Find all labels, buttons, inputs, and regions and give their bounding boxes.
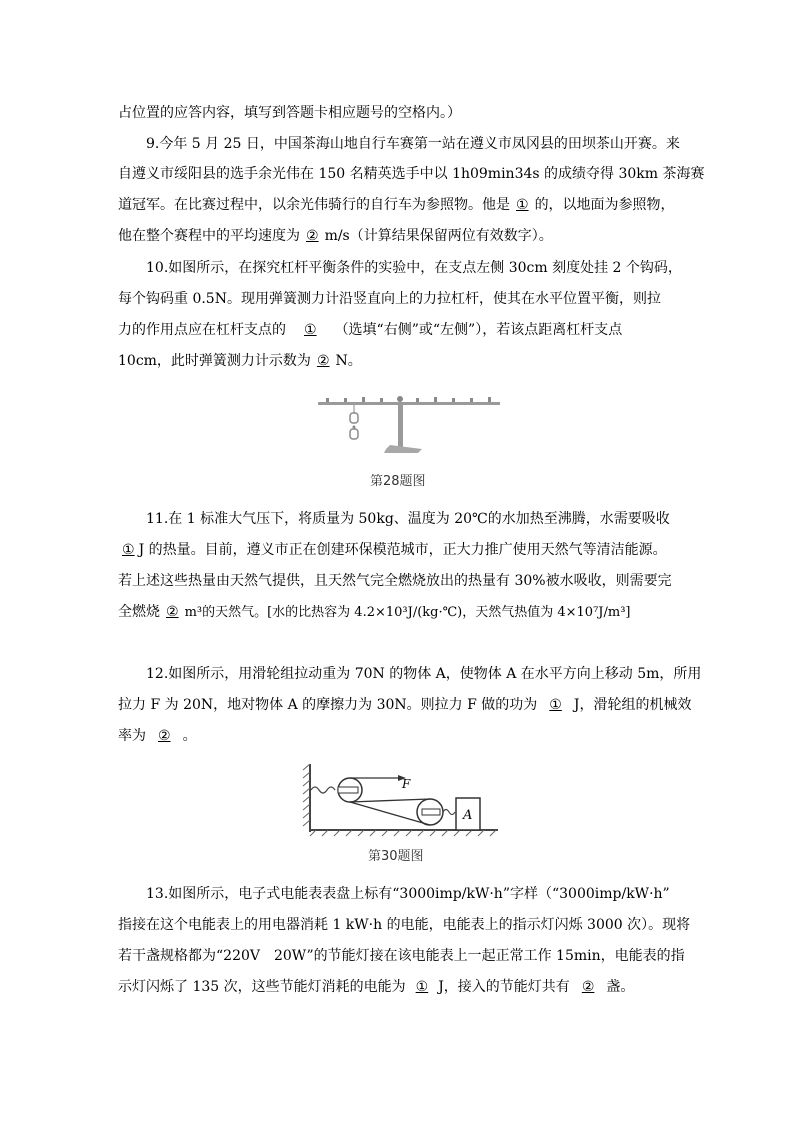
pulley-figure <box>302 760 500 838</box>
movable-pulley-axle <box>422 809 440 815</box>
hook-weights <box>350 413 358 439</box>
force-label: F <box>402 777 411 791</box>
figure-28-caption: 第28题图 <box>370 474 426 489</box>
q13-line-1: 13.如图所示，电子式电能表表盘上标有“3000imp/kW·h”字样（“3000imp/kW·h” <box>146 886 670 902</box>
q10-line-3 <box>118 320 622 340</box>
q13-line-2: 指接在这个电能表上的用电器消耗 1 kW·h 的电能，电能表上的指示灯闪烁 3000 次）。现将 <box>118 917 691 933</box>
lever-bar <box>318 402 500 405</box>
rope-middle <box>350 799 430 802</box>
q9-text-3b: 的，以地面为参照物， <box>534 197 675 213</box>
block-spring <box>443 810 455 815</box>
q12-blank-2[interactable]: ② <box>158 728 171 744</box>
q13-text-4b: J，接入的节能灯共有 <box>438 979 570 995</box>
q12-line-3 <box>118 726 197 746</box>
q10-blank-2[interactable]: ② <box>316 353 330 369</box>
q11-line-2 <box>118 540 667 560</box>
q11-line-4 <box>118 602 631 623</box>
q10-line-2: 每个钩码重 0.5N。现用弹簧测力计沿竖直向上的力拉杠杆，使其在水平位置平衡，则拉 <box>118 291 661 307</box>
q10-blank-1[interactable]: ① <box>304 322 317 338</box>
q11-blank-2[interactable]: ② <box>166 604 179 620</box>
lever-figure <box>312 385 508 463</box>
q9-blank-2[interactable]: ② <box>306 228 319 244</box>
q12-line-2 <box>118 695 691 715</box>
fulcrum-knob <box>397 396 403 402</box>
q13-line-4 <box>118 977 634 997</box>
q9-line-3 <box>118 195 675 215</box>
q12-text-3a: 率为 <box>118 728 146 744</box>
q13-blank-2[interactable]: ② <box>581 979 595 995</box>
fixed-pulley-axle <box>338 787 358 793</box>
q11-text-4a: 全燃烧 <box>118 604 160 620</box>
q10-text-4b: N。 <box>335 353 362 369</box>
q13-line-3: 若干盏规格都为“220V 20W”的节能灯接在该电能表上一起正常工作 15min，电能表的指 <box>118 948 685 964</box>
q10-line-4 <box>118 351 362 371</box>
q13-text-4a: 示灯闪烁了 135 次，这些节能灯消耗的电能为 <box>118 979 406 995</box>
q12-line-1: 12.如图所示，用滑轮组拉动重为 70N 的物体 A，使物体 A 在水平方向上移动 5m，所用 <box>146 666 702 682</box>
block-a-label: A <box>463 808 473 823</box>
q11-line-3: 若上述这些热量由天然气提供，且天然气完全燃烧放出的热量有 30%被水吸收，则需要完 <box>118 573 672 589</box>
q11-text-4b: m³的天然气。[水的比热容为 4.2×10³J/(kg·℃)，天然气热值为 4×10⁷J/m³] <box>184 605 631 620</box>
q13-text-4c: 盏。 <box>606 979 635 995</box>
lever-stand-post <box>398 405 403 447</box>
q12-blank-1[interactable]: ① <box>549 697 562 713</box>
q12-text-3b: 。 <box>182 728 197 744</box>
q11-text-1: 11.在 1 标准大气压下，将质量为 50kg、温度为 20℃的水加热至沸腾，水需要吸收 <box>146 511 670 527</box>
q9-text-4a: 他在整个赛程中的平均速度为 <box>118 228 300 244</box>
q9-line-4 <box>118 226 553 246</box>
q10-line-1: 10.如图所示，在探究杠杆平衡条件的实验中，在支点左侧 30cm 刻度处挂 2 个钩码， <box>146 260 682 276</box>
lever-ticks <box>326 397 491 402</box>
wall-spring <box>311 787 335 793</box>
intro-text: 占位置的应答内容，填写到答题卡相应题号的空格内。） <box>118 105 461 121</box>
q12-text-2b: J，滑轮组的机械效 <box>573 697 692 713</box>
q11-blank-1[interactable]: ① <box>122 542 135 558</box>
q12-text-2a: 拉力 F 为 20N，地对物体 A 的摩擦力为 30N。则拉力 F 做的功为 <box>118 697 538 713</box>
q11-line-1 <box>146 509 678 529</box>
wall-hatch <box>303 764 310 826</box>
q13-blank-1[interactable]: ① <box>415 979 429 995</box>
q9-line-2: 自遵义市绥阳县的选手余光伟在 150 名精英选手中以 1h09min34s 的成绩夺得 30km 茶海赛 <box>118 166 705 182</box>
figure-30-caption: 第30题图 <box>368 849 424 864</box>
q10-text-4a: 10cm，此时弹簧测力计示数为 <box>118 353 311 369</box>
q10-text-3a: 力的作用点应在杠杆支点的 <box>118 322 286 338</box>
q9-text-4b: m/s（计算结果保留两位有效数字）。 <box>324 228 553 244</box>
q11-text-2: J 的热量。目前，遵义市正在创建环保模范城市，正大力推广使用天然气等清洁能源。 <box>138 542 667 558</box>
q9-text-3a: 道冠军。在比赛过程中，以余光伟骑行的自行车为参照物。他是 <box>118 197 510 213</box>
q9-blank-1[interactable]: ① <box>516 197 529 213</box>
q10-text-3b: （选填“右侧”或“左侧”），若该点距离杠杆支点 <box>334 322 623 338</box>
q9-line-1: 9.今年 5 月 25 日，中国茶海山地自行车赛第一站在遵义市凤冈县的田坝茶山开赛。来 <box>146 136 680 152</box>
